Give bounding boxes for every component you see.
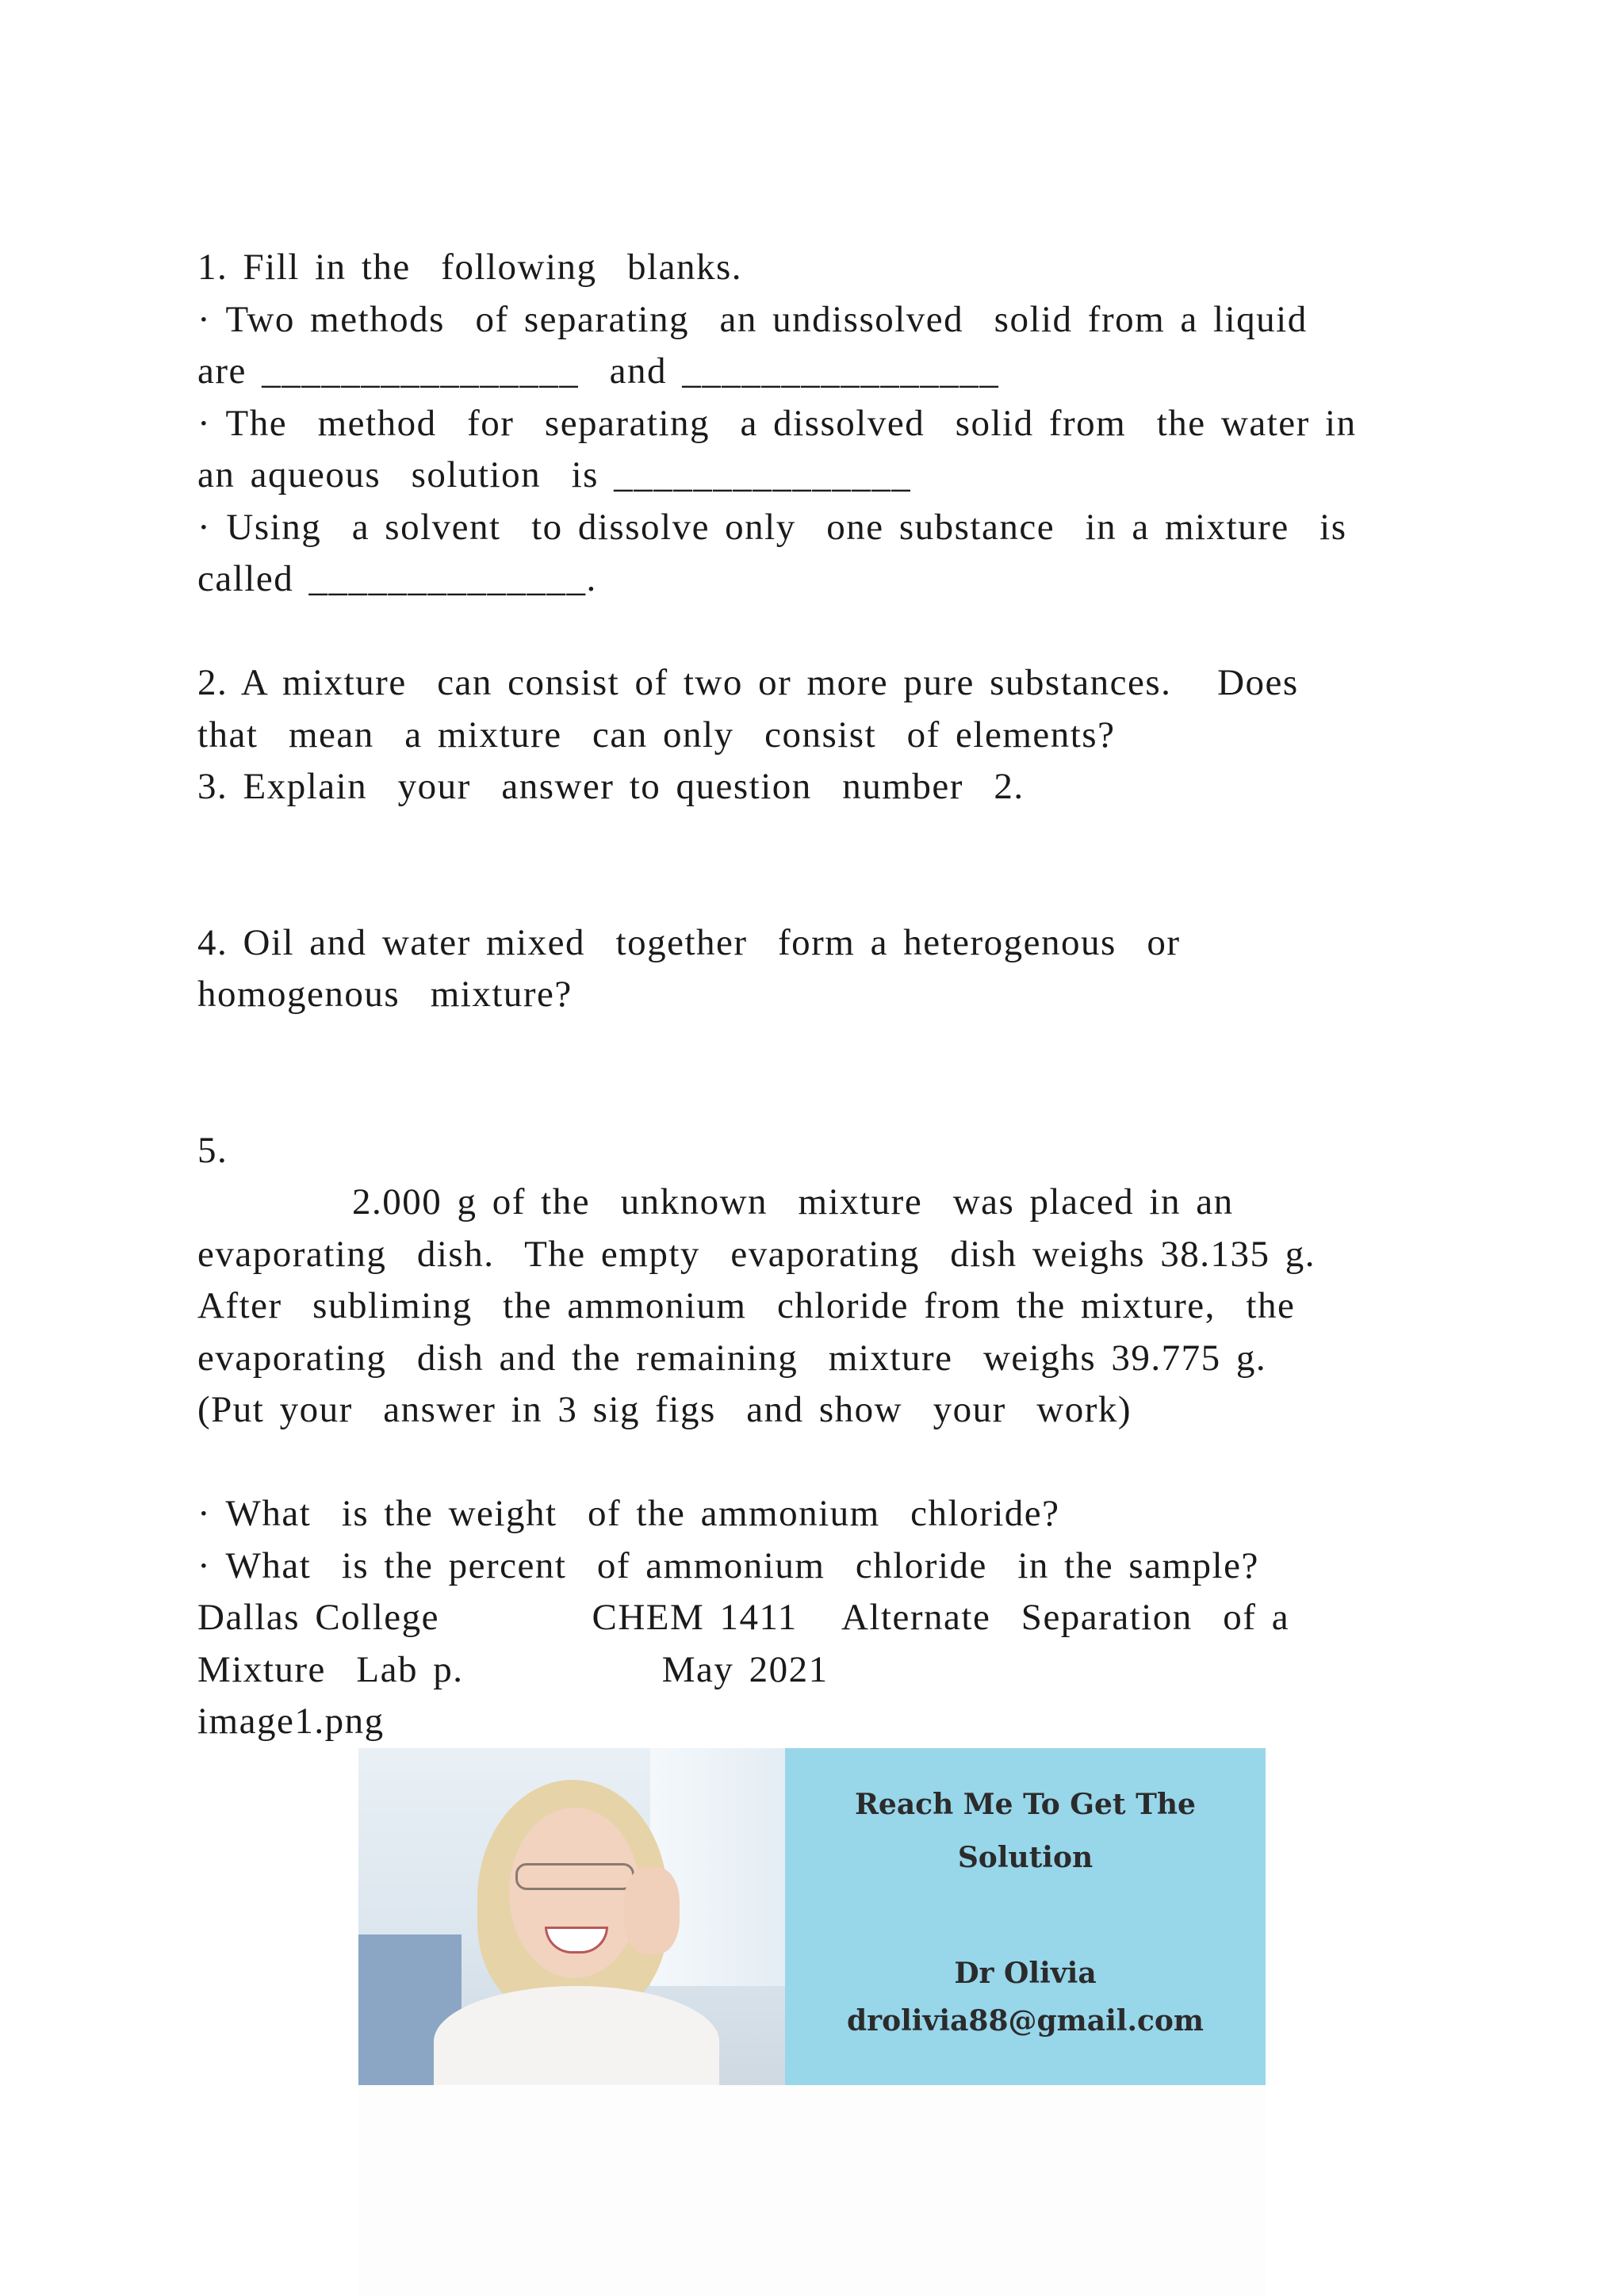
question-2-line-1: 2. A mixture can consist of two or more pure substances. Does xyxy=(197,662,1299,703)
question-5-sub-1: · What is the weight of the ammonium chloride? xyxy=(197,1493,1060,1534)
question-5-line-2: evaporating dish. The empty evaporating dish weighs 38.135 g. xyxy=(197,1233,1316,1275)
promo-card xyxy=(785,1748,1266,2085)
question-1-bullet-2-line-1: · The method for separating a dissolved solid from the water in xyxy=(197,402,1357,444)
question-1-bullet-1-line-2: are ________________ and ________________ xyxy=(197,350,1000,392)
question-5-line-1: 2.000 g of the unknown mixture was placed in an xyxy=(352,1181,1234,1223)
question-1-title: 1. Fill in the following blanks. xyxy=(197,247,743,288)
person-photo xyxy=(358,1748,785,2085)
promo-heading-line-2: Solution xyxy=(957,1841,1094,1874)
question-1-bullet-1-line-1: · Two methods of separating an undissolved solid from a liquid xyxy=(197,298,1308,340)
question-5-line-3: After subliming the ammonium chloride from the mixture, the xyxy=(197,1285,1296,1326)
question-1-bullet-3-line-1: · Using a solvent to dissolve only one substance in a mixture is xyxy=(197,506,1347,548)
question-5-sub-2: · What is the percent of ammonium chloride in the sample? xyxy=(197,1544,1259,1586)
document-body xyxy=(197,242,1434,1748)
image-lower-area xyxy=(358,2085,1266,2296)
footer-line-2: Mixture Lab p. May 2021 xyxy=(197,1648,829,1690)
spacer xyxy=(197,813,1434,917)
shirt-shape xyxy=(434,1986,719,2085)
spacer xyxy=(197,606,1434,658)
spacer xyxy=(197,1021,1434,1125)
glasses-shape xyxy=(515,1863,634,1890)
window-shape xyxy=(650,1748,785,1986)
question-5-line-5: (Put your answer in 3 sig figs and show your work) xyxy=(197,1389,1132,1430)
hand-shape xyxy=(624,1867,680,1954)
promo-email: drolivia88@gmail.com xyxy=(846,2004,1205,2038)
promo-image xyxy=(358,1748,1266,2085)
question-5-line-4: evaporating dish and the remaining mixture weighs 39.775 g. xyxy=(197,1337,1267,1379)
question-4-line-1: 4. Oil and water mixed together form a heterogenous or xyxy=(197,921,1181,963)
spacer xyxy=(197,1437,1434,1489)
image-filename: image1.png xyxy=(197,1701,385,1742)
footer-line-1: Dallas College CHEM 1411 Alternate Separation of a xyxy=(197,1597,1290,1638)
promo-name: Dr Olivia xyxy=(954,1957,1097,1990)
question-1-bullet-2-line-2: an aqueous solution is _______________ xyxy=(197,454,912,496)
promo-heading-line-1: Reach Me To Get The xyxy=(855,1788,1196,1821)
question-2-line-2: that mean a mixture can only consist of elements? xyxy=(197,714,1116,756)
question-5-number: 5. xyxy=(197,1129,228,1171)
question-3: 3. Explain your answer to question number 2. xyxy=(197,766,1025,807)
question-4-line-2: homogenous mixture? xyxy=(197,974,573,1015)
question-1-bullet-3-line-2: called ______________. xyxy=(197,558,597,599)
